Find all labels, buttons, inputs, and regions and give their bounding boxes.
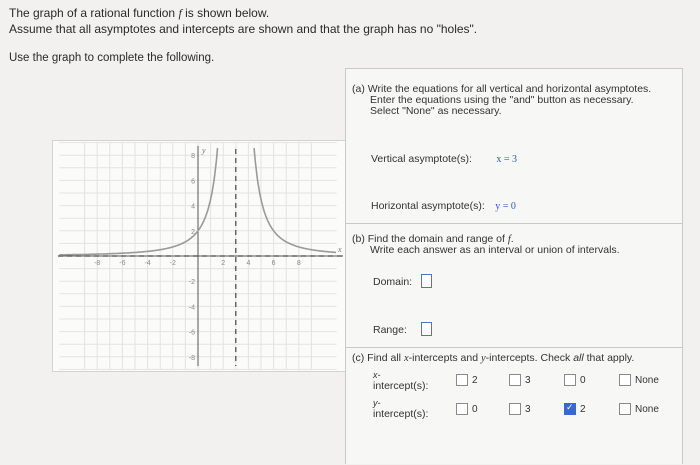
part-b-line-1: Find the domain and range of [367, 233, 508, 245]
checkbox[interactable] [509, 403, 521, 415]
y-tick-label: 2 [191, 228, 195, 236]
part-b-prompt [352, 234, 677, 256]
y-tick-label: -8 [188, 354, 195, 362]
y-tick-label: 4 [191, 203, 195, 211]
emphasis-all: all [573, 352, 584, 364]
horizontal-asymptote-input[interactable]: y = 0 [495, 201, 516, 212]
vertical-asymptote-label: Vertical asymptote(s): [371, 153, 472, 165]
part-a-line-1: Write the equations for all vertical and horizontal asymptotes. [367, 83, 652, 95]
y-intercept-text: intercept(s): [373, 408, 429, 420]
x-tick-label: 6 [271, 260, 276, 267]
horizontal-asymptote-label: Horizontal asymptote(s): [371, 200, 485, 212]
function-graph [52, 140, 349, 372]
option-label: 3 [525, 403, 531, 415]
question-panel [345, 68, 683, 464]
x-intercept-text: intercept(s): [373, 380, 429, 392]
y-tick-label: 6 [191, 178, 195, 186]
part-c-text: that apply. [583, 352, 635, 364]
x-tick-label: 8 [296, 260, 301, 267]
part-b-punct: . [510, 233, 514, 245]
checkbox[interactable] [509, 374, 521, 386]
tick-labels [94, 146, 342, 362]
x-tick-label: -2 [169, 260, 176, 267]
graph-svg [53, 141, 348, 371]
x-var: x [403, 353, 409, 364]
y-tick-label: -6 [188, 329, 195, 337]
part-c-section [346, 347, 682, 465]
part-b-section [346, 223, 682, 348]
y-option-0[interactable] [456, 403, 478, 415]
intro-line-2: Assume that all asymptotes and intercepts are shown and that the graph has no "holes". [9, 22, 478, 36]
vertical-asymptote-row [371, 149, 517, 167]
checkbox[interactable] [456, 374, 468, 386]
part-a-line-3: Select "None" as necessary. [370, 105, 502, 117]
curve-right-branch [254, 148, 336, 252]
y-intercept-var: y- [373, 398, 381, 408]
asymptotes [58, 149, 343, 366]
domain-row [373, 272, 432, 290]
function-name: f [178, 6, 182, 20]
y-option-3[interactable] [509, 403, 531, 415]
part-b-line-2: Write each answer as an interval or union of intervals. [370, 244, 620, 256]
x-tick-label: -8 [94, 260, 101, 267]
x-option-3[interactable] [509, 374, 531, 386]
checkbox[interactable] [564, 374, 576, 386]
y-tick-label: -4 [188, 304, 195, 312]
x-option-2[interactable] [456, 374, 478, 386]
checkbox[interactable] [456, 403, 468, 415]
range-row [373, 320, 432, 338]
intro-text: is shown below. [181, 6, 270, 20]
x-tick-label: 2 [221, 260, 226, 267]
range-label: Range: [373, 324, 407, 336]
y-tick-label: 8 [191, 153, 195, 161]
option-label: 3 [525, 374, 531, 386]
y-intercept-label [373, 398, 428, 420]
part-a-label: (a) [352, 83, 365, 95]
part-c-label: (c) [352, 352, 365, 364]
instructions: Use the graph to complete the following. [9, 52, 215, 64]
x-tick-label: -4 [144, 260, 151, 267]
domain-input[interactable] [421, 274, 432, 288]
part-c-prompt [352, 353, 677, 364]
checkbox-checked[interactable] [564, 403, 576, 415]
horizontal-asymptote-row [371, 196, 516, 214]
checkbox[interactable] [619, 403, 631, 415]
y-option-none[interactable] [619, 403, 659, 415]
x-option-0[interactable] [564, 374, 586, 386]
checkbox[interactable] [619, 374, 631, 386]
option-label: 2 [580, 403, 586, 415]
option-label: 0 [472, 403, 478, 415]
y-axis-label: y [202, 146, 206, 155]
part-b-label: (b) [352, 233, 365, 245]
intro-line-1 [9, 5, 477, 21]
intro-text: The graph of a rational function [9, 6, 179, 20]
option-label: 2 [472, 374, 478, 386]
y-tick-label: -2 [188, 279, 195, 287]
part-a-line-2: Enter the equations using the "and" button as necessary. [370, 94, 634, 106]
domain-label: Domain: [373, 276, 413, 288]
option-label: None [635, 403, 659, 415]
part-a-prompt [352, 84, 677, 117]
grid [58, 143, 343, 370]
y-var: y [480, 353, 486, 364]
function-name: f [507, 234, 511, 245]
option-label: 0 [580, 374, 586, 386]
part-c-text: Find all [367, 352, 404, 364]
x-tick-label: 4 [246, 260, 251, 267]
x-tick-label: -6 [119, 260, 126, 267]
option-label: None [635, 374, 659, 386]
part-a-section [346, 69, 682, 223]
problem-statement [9, 5, 477, 37]
y-option-2[interactable] [564, 403, 586, 415]
x-intercept-var: x- [373, 370, 381, 380]
part-c-text: -intercepts and [408, 352, 481, 364]
x-intercept-label [373, 370, 428, 392]
vertical-asymptote-input[interactable]: x = 3 [496, 154, 518, 165]
x-axis-label: x [338, 245, 342, 254]
part-c-text: -intercepts. Check [485, 352, 574, 364]
x-option-none[interactable] [619, 374, 659, 386]
curve-left-branch [59, 148, 217, 255]
range-input[interactable] [421, 322, 432, 336]
